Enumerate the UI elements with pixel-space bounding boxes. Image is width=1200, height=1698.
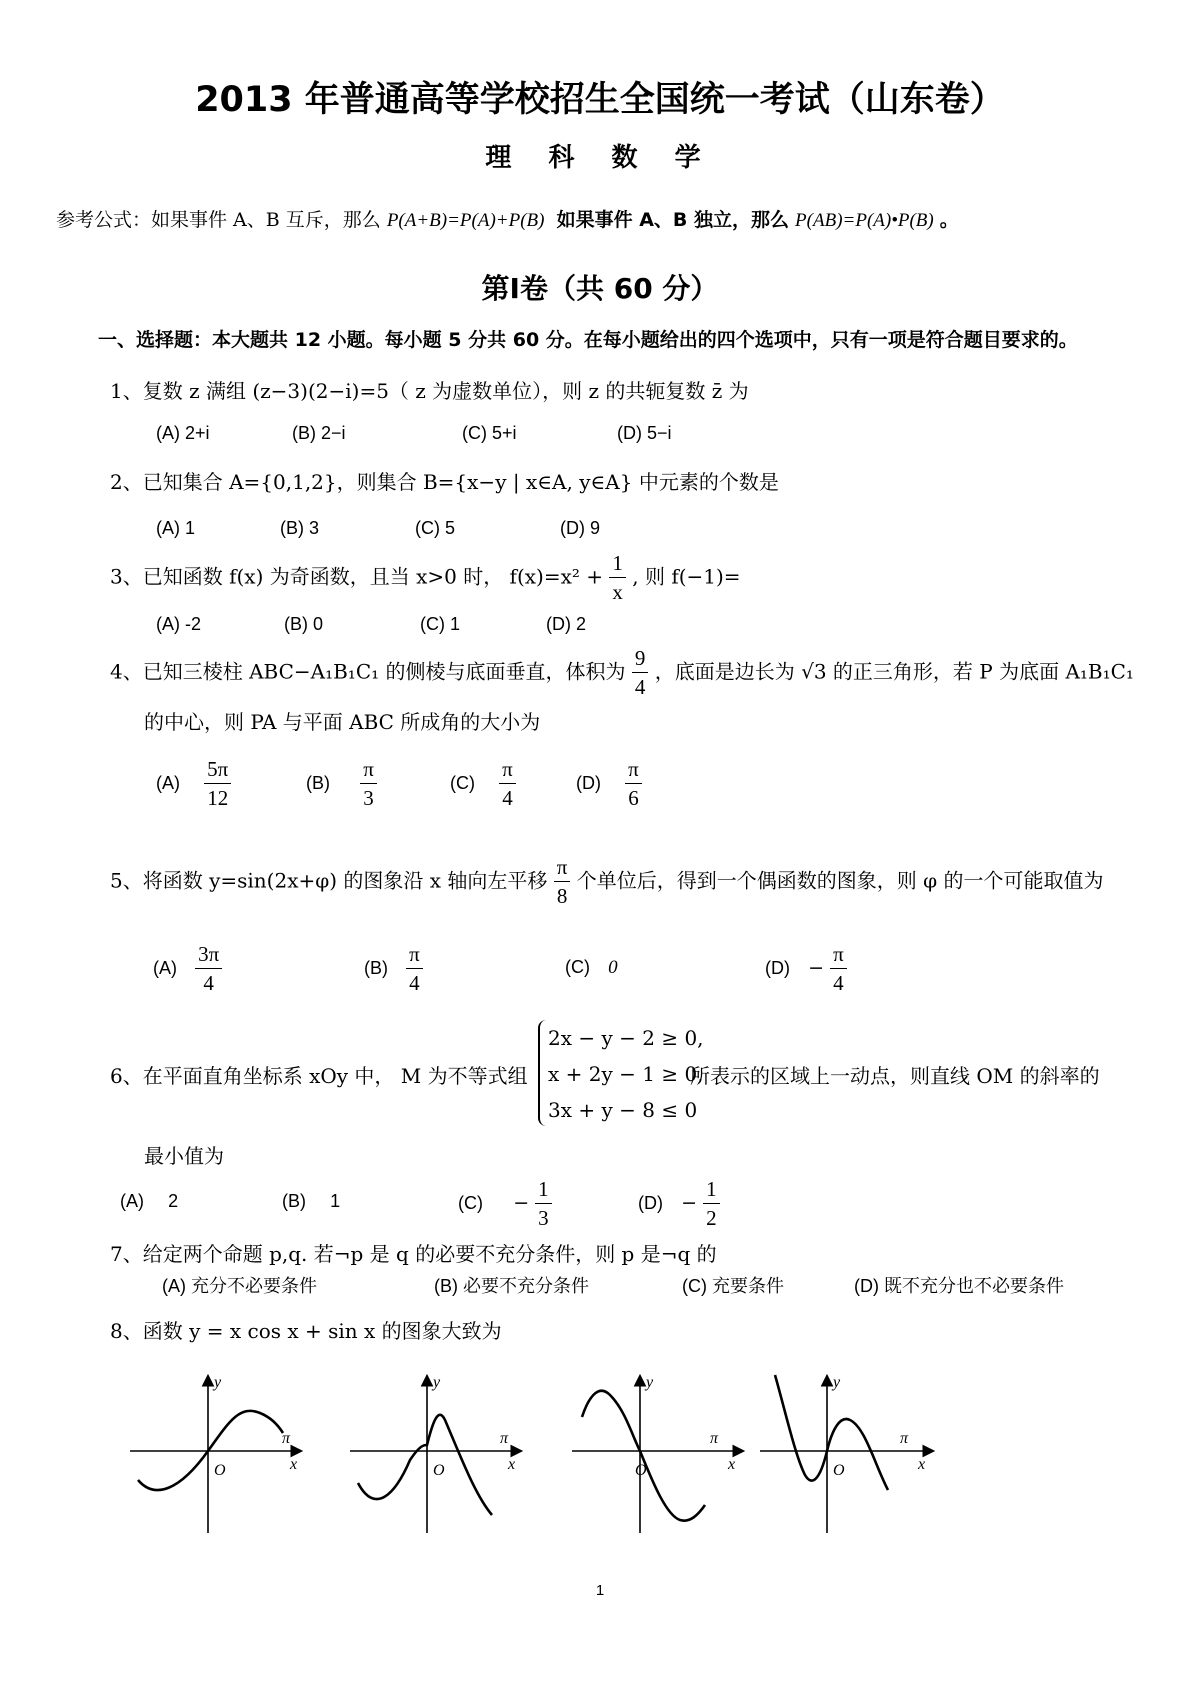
q4-fraction (632, 647, 649, 699)
question-2: 2、已知集合 A={0,1,2}，则集合 B={x−y | x∈A, y∈A} 中元素的个数是 (110, 470, 779, 494)
q3-option-a: (A) -2 (156, 614, 201, 634)
q4-option-b-label: (B) (306, 773, 330, 794)
reference-middle: 如果事件 A、B 独立，那么 (556, 209, 789, 231)
q6-option-d-sign: − (681, 1192, 698, 1215)
q8-d-x-label: x (918, 1456, 926, 1473)
q4-b-num: π (360, 758, 377, 784)
q4-a-num: 5π (204, 758, 231, 784)
q5-b-num: π (406, 943, 423, 969)
q7-option-c: (C) 充要条件 (682, 1276, 784, 1296)
q4-option-c (450, 758, 516, 810)
q8-b-x-label: x (508, 1456, 516, 1473)
q8-d-y-label: y (833, 1374, 841, 1391)
q5-option-a (153, 943, 222, 995)
q8-a-pi-label: π (282, 1430, 291, 1447)
q6-option-b (282, 1190, 340, 1212)
q5-a-den: 4 (203, 971, 214, 996)
q4-text-c: 的中心，则 PA 与平面 ABC 所成角的大小为 (144, 710, 541, 734)
reference-prefix: 参考公式：如果事件 A、B 互斥，那么 (56, 209, 381, 231)
q5-option-b-fraction (406, 943, 423, 995)
q4-a-den: 12 (207, 786, 229, 811)
q6-option-d-label: (D) (638, 1193, 663, 1214)
q5-option-b (364, 943, 423, 995)
q5-option-a-fraction (195, 943, 222, 995)
q5-option-c-label: (C) (565, 957, 590, 977)
q6-option-a-value: 2 (168, 1191, 179, 1211)
q3-frac-den: x (612, 580, 623, 605)
q4-option-c-fraction (499, 758, 516, 810)
q7-option-b: (B) 必要不充分条件 (434, 1276, 589, 1296)
q4-d-den: 6 (628, 786, 639, 811)
q7-option-a: (A) 充分不必要条件 (162, 1276, 317, 1296)
question-4 (110, 647, 1134, 699)
question-8: 8、函数 y = x cos x + sin x 的图象大致为 (110, 1319, 502, 1343)
q5-fraction (554, 856, 571, 908)
q5-d-den: 4 (833, 971, 844, 996)
exam-subtitle: 理 科 数 学 (485, 143, 715, 173)
q4-option-d-label: (D) (576, 773, 601, 794)
q7-option-d: (D) 既不充分也不必要条件 (854, 1276, 1064, 1296)
q5-option-c (565, 956, 618, 979)
q5-frac-den: 8 (556, 884, 568, 909)
q8-c-x-label: x (728, 1456, 736, 1473)
q8-graph-d[interactable] (760, 1374, 932, 1533)
q4-b-den: 3 (363, 786, 374, 811)
q8-b-pi-label: π (500, 1430, 509, 1447)
section-title: 第Ⅰ卷（共 60 分） (481, 272, 719, 305)
q6-option-b-label: (B) (282, 1191, 306, 1211)
q8-a-origin-label: O (214, 1462, 226, 1479)
q4-c-den: 4 (502, 786, 513, 811)
q3-frac-num: 1 (609, 552, 626, 578)
question-5 (110, 856, 1103, 908)
q2-option-a: (A) 1 (156, 518, 196, 538)
q3-option-c: (C) 1 (420, 614, 460, 634)
q4-text-b: ，底面是边长为 √3 的正三角形，若 P 为底面 A₁B₁C₁ (654, 659, 1134, 684)
q6-option-c-label: (C) (458, 1193, 483, 1214)
q5-option-d-sign: − (808, 957, 825, 980)
q6-ineq-3: 3x + y − 8 ≤ 0 (548, 1098, 698, 1122)
question-6-text-c: 最小值为 (144, 1144, 224, 1168)
q8-a-y-label: y (214, 1374, 222, 1391)
q5-option-b-label: (B) (364, 958, 388, 979)
reference-formula (56, 205, 959, 232)
q8-a-x-label: x (290, 1456, 298, 1473)
q6-option-d-fraction (703, 1178, 720, 1230)
q5-a-num: 3π (195, 943, 222, 969)
q4-option-b (306, 758, 377, 810)
q6-option-c-sign: − (513, 1192, 530, 1215)
question-7: 7、给定两个命题 p,q. 若¬p 是 q 的必要不充分条件，则 p 是¬q 的 (110, 1242, 717, 1266)
q6-c-den: 3 (538, 1206, 549, 1231)
q2-option-c: (C) 5 (415, 518, 455, 538)
q8-b-origin-label: O (433, 1462, 445, 1479)
reference-formula-1: P(A+B)=P(A)+P(B) (386, 210, 545, 231)
q4-option-d (576, 758, 642, 810)
q6-option-a (120, 1190, 178, 1212)
q5-option-c-value: 0 (608, 957, 618, 978)
q3-option-d: (D) 2 (546, 614, 586, 634)
q6-option-d (638, 1178, 720, 1230)
q8-d-origin-label: O (833, 1462, 845, 1479)
q4-frac-den: 4 (634, 675, 646, 700)
q6-c-num: 1 (535, 1178, 552, 1204)
q1-option-c: (C) 5+i (462, 423, 517, 443)
q8-c-pi-label: π (710, 1430, 719, 1447)
q5-option-d (765, 943, 847, 995)
q4-d-num: π (625, 758, 642, 784)
q4-option-a-fraction (204, 758, 231, 810)
q8-graph-a[interactable] (130, 1374, 300, 1533)
q5-b-den: 4 (409, 971, 420, 996)
q4-option-d-fraction (625, 758, 642, 810)
q5-text-b: 个单位后，得到一个偶函数的图象，则 φ 的一个可能取值为 (576, 868, 1104, 893)
q4-option-a (156, 758, 231, 810)
q6-option-c (458, 1178, 552, 1230)
q8-graph-c[interactable] (572, 1374, 742, 1533)
q6-option-a-label: (A) (120, 1191, 144, 1211)
q5-option-d-label: (D) (765, 958, 790, 979)
q6-d-num: 1 (703, 1178, 720, 1204)
q1-option-a: (A) 2+i (156, 423, 210, 443)
q4-option-b-fraction (360, 758, 377, 810)
q6-ineq-2: x + 2y − 1 ≥ 0, (548, 1062, 704, 1086)
q8-c-y-label: y (646, 1374, 654, 1391)
q4-c-num: π (499, 758, 516, 784)
question-6-text-b: 所表示的区域上一动点，则直线 OM 的斜率的 (690, 1064, 1100, 1088)
q2-option-d: (D) 9 (560, 518, 600, 538)
q3-text-b: , 则 f(−1)= (632, 564, 741, 589)
q4-option-a-label: (A) (156, 773, 180, 794)
q6-ineq-1: 2x − y − 2 ≥ 0, (548, 1026, 704, 1050)
q8-b-y-label: y (433, 1374, 441, 1391)
question-6-text-a: 6、在平面直角坐标系 xOy 中， M 为不等式组 (110, 1064, 528, 1088)
q4-text-a: 4、已知三棱柱 ABC−A₁B₁C₁ 的侧棱与底面垂直，体积为 (110, 659, 626, 684)
question-1: 1、复数 z 满组 (z−3)(2−i)=5（ z 为虚数单位），则 z 的共轭复数 z̄ 为 (110, 379, 749, 403)
reference-formula-2: P(AB)=P(A)•P(B) (795, 210, 934, 231)
question-3 (110, 552, 741, 604)
q5-d-num: π (830, 943, 847, 969)
section-intro: 一、选择题：本大题共 12 小题。每小题 5 分共 60 分。在每小题给出的四个选项中，只有一项是符合题目要求的。 (98, 329, 1078, 351)
q8-graph-b[interactable] (350, 1374, 520, 1533)
q3-fraction (609, 552, 626, 604)
q3-option-b: (B) 0 (284, 614, 324, 634)
exam-title: 2013 年普通高等学校招生全国统一考试（山东卷） (195, 80, 1005, 120)
q5-frac-num: π (554, 856, 571, 882)
q5-option-d-fraction (830, 943, 847, 995)
q4-option-c-label: (C) (450, 773, 475, 794)
q6-option-b-value: 1 (330, 1191, 341, 1211)
q5-text-a: 5、将函数 y=sin(2x+φ) 的图象沿 x 轴向左平移 (110, 868, 548, 893)
q8-d-pi-label: π (900, 1430, 909, 1447)
reference-end: 。 (939, 209, 959, 231)
q6-d-den: 2 (706, 1206, 717, 1231)
q3-text-a: 3、已知函数 f(x) 为奇函数，且当 x>0 时， f(x)=x² + (110, 564, 604, 589)
q2-option-b: (B) 3 (280, 518, 320, 538)
q8-c-origin-label: O (635, 1462, 647, 1479)
q1-option-b: (B) 2−i (292, 423, 346, 443)
page-number: 1 (595, 1582, 605, 1599)
q8-graph-options (120, 1365, 1080, 1545)
q4-frac-num: 9 (632, 647, 649, 673)
q6-option-c-fraction (535, 1178, 552, 1230)
q5-option-a-label: (A) (153, 958, 177, 979)
q6-inequality-system (548, 1020, 704, 1128)
q1-option-d: (D) 5−i (617, 423, 672, 443)
